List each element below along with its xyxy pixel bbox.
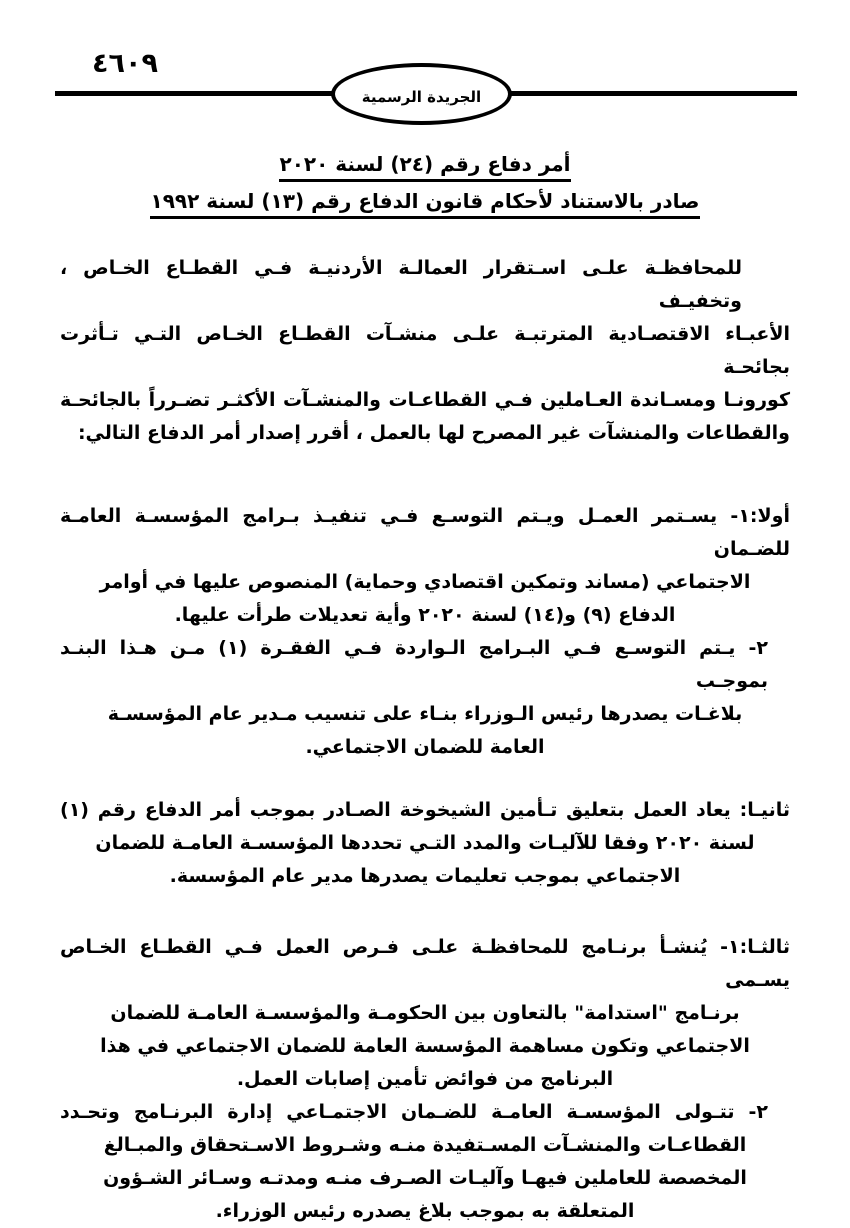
document-body <box>60 252 790 1228</box>
text-line: الاجتماعي (مساند وتمكين اقتصادي وحماية) المنصوص عليها في أوامر <box>99 571 751 593</box>
text-line: الاجتماعي وتكون مساهمة المؤسسة العامة للضمان الاجتماعي في هذا <box>100 1035 750 1057</box>
document-title: أمر دفاع رقم (٢٤) لسنة ٢٠٢٠ <box>279 152 570 182</box>
text-line: الدفاع (٩) و(١٤) لسنة ٢٠٢٠ وأية تعديلات طرأت عليها. <box>174 604 676 626</box>
text-line: ثانيـا: يعاد العمل بتعليق تـأمين الشيخوخة الصـادر بموجب أمر الدفاع رقم (١) <box>60 799 790 821</box>
document-title-row <box>0 152 850 182</box>
section-first <box>60 500 790 764</box>
text-line: برنـامج "استدامة" بالتعاون بين الحكومـة والمؤسسـة العامـة للضمان <box>110 1002 740 1024</box>
text-line: ٢- يـتم التوسـع فـي البـرامج الـواردة فـي الفقـرة (١) مـن هـذا البنـد بموجـب <box>60 637 768 692</box>
text-line: المتعلقة به بموجب بلاغ يصدره رئيس الوزراء. <box>215 1200 635 1222</box>
text-line: ثالثـا:١- يُنشـأ برنـامج للمحافظـة علـى فـرص العمل فـي القطـاع الخـاص يسـمى <box>60 936 790 991</box>
text-line: أولا:١- يسـتمر العمـل ويـتم التوسـع فـي تنفيـذ بـرامج المؤسسـة العامـة للضـمان <box>60 505 790 560</box>
preamble <box>60 252 790 450</box>
text-line: المخصصة للعاملين فيهـا وآليـات الصـرف منـه ومدتـه وسـائر الشـؤون <box>103 1167 747 1189</box>
gazette-emblem-oval <box>331 63 512 125</box>
document-subtitle-row <box>0 189 850 219</box>
text-line: كورونـا ومسـاندة العـاملين فـي القطاعـات والمنشـآت الأكثـر تضـرراً بالجائحـة <box>60 389 790 411</box>
text-line: الاجتماعي بموجب تعليمات يصدرها مدير عام المؤسسة. <box>169 865 681 887</box>
page-number: ٤٦٠٩ <box>92 48 158 79</box>
text-line: القطاعـات والمنشـآت المسـتفيدة منـه وشـروط الاسـتحقاق والمبـالغ <box>103 1134 747 1156</box>
text-line: ٢- تتـولى المؤسسـة العامـة للضـمان الاجتمـاعي إدارة البرنـامج وتحـدد <box>60 1101 768 1123</box>
text-line: بلاغـات يصدرها رئيس الـوزراء بنـاء على تنسيب مـدير عام المؤسسـة <box>107 703 743 725</box>
title-block <box>0 152 850 226</box>
text-line: الأعبـاء الاقتصـادية المترتبـة علـى منشـآت القطـاع الخـاص التـي تـأثرت بجائحـة <box>60 323 790 378</box>
gazette-name: الجريدة الرسمية <box>361 88 482 106</box>
text-line: البرنامج من فوائض تأمين إصابات العمل. <box>236 1068 614 1090</box>
text-line: للمحافظـة علـى اسـتقرار العمالـة الأردنيـة فـي القطـاع الخـاص ، وتخفيـف <box>60 257 742 312</box>
text-line: العامة للضمان الاجتماعي. <box>305 736 545 758</box>
document-subtitle: صادر بالاستناد لأحكام قانون الدفاع رقم (١٣) لسنة ١٩٩٢ <box>150 189 699 219</box>
text-line: والقطاعات والمنشآت غير المصرح لها بالعمل ، أقرر إصدار أمر الدفاع التالي: <box>77 422 790 444</box>
section-third <box>60 931 790 1228</box>
section-second <box>60 794 790 893</box>
text-line: لسنة ٢٠٢٠ وفقا للآليـات والمدد التـي تحددها المؤسسـة العامـة للضمان <box>95 832 755 854</box>
